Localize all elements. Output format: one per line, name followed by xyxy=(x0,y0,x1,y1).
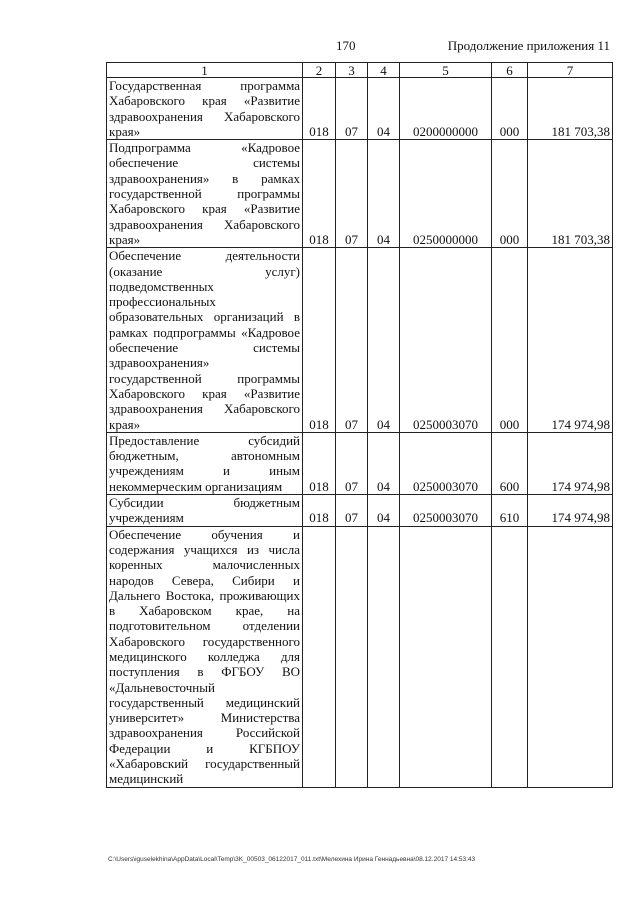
cell-amount xyxy=(528,526,613,787)
appendix-continuation: Продолжение приложения 11 xyxy=(447,38,610,53)
cell-target-item: 0250000000 xyxy=(400,140,492,248)
row-name: Государственная программа Хабаровского края «Развитие здравоохранения Хабаровского края» xyxy=(107,78,303,140)
cell-ministry: 018 xyxy=(303,248,336,433)
column-header: 5 xyxy=(400,63,492,78)
column-header: 6 xyxy=(492,63,528,78)
column-header: 2 xyxy=(303,63,336,78)
cell-target-item: 0250003070 xyxy=(400,248,492,433)
cell-amount: 174 974,98 xyxy=(528,495,613,527)
cell-subsection: 04 xyxy=(368,248,400,433)
table-row xyxy=(107,526,613,787)
cell-subsection: 04 xyxy=(368,495,400,527)
table-row xyxy=(107,432,613,494)
table-row xyxy=(107,78,613,140)
cell-subsection: 04 xyxy=(368,432,400,494)
cell-section xyxy=(336,526,368,787)
cell-expense-type: 610 xyxy=(492,495,528,527)
cell-section: 07 xyxy=(336,495,368,527)
cell-section: 07 xyxy=(336,140,368,248)
cell-expense-type: 000 xyxy=(492,140,528,248)
table-row xyxy=(107,248,613,433)
table-row xyxy=(107,140,613,248)
budget-table xyxy=(106,62,613,788)
cell-section: 07 xyxy=(336,432,368,494)
row-name: Обеспечение обучения и содержания учащихся из числа коренных малочисленных народов Севера, Сибири и Дальнего Востока, проживающих в Хабаровском крае, на подготовительном отделении Хабаровского государственного медицинского колледжа для поступления в ФГБОУ ВО «Дальневосточный государственный медицинский университет» Министерства здравоохранения Российской Федерации и КГБПОУ «Хабаровский государственный медицинский xyxy=(107,526,303,787)
cell-ministry: 018 xyxy=(303,495,336,527)
cell-expense-type: 000 xyxy=(492,78,528,140)
cell-amount: 174 974,98 xyxy=(528,432,613,494)
cell-subsection: 04 xyxy=(368,140,400,248)
cell-target-item: 0200000000 xyxy=(400,78,492,140)
cell-amount: 174 974,98 xyxy=(528,248,613,433)
table-header-row xyxy=(107,63,613,78)
cell-expense-type: 000 xyxy=(492,248,528,433)
cell-ministry xyxy=(303,526,336,787)
row-name: Обеспечение деятельности (оказание услуг) подведомственных профессиональных образовательных организаций в рамках подпрограммы «Кадровое обеспечение системы здравоохранения» государственной программы Хабаровского края «Развитие здравоохранения Хабаровского края» xyxy=(107,248,303,433)
row-name: Предоставление субсидий бюджетным, автономным учреждениям и иным некоммерческим организациям xyxy=(107,432,303,494)
page-header xyxy=(0,38,640,56)
cell-amount: 181 703,38 xyxy=(528,140,613,248)
cell-ministry: 018 xyxy=(303,140,336,248)
row-name: Субсидии бюджетным учреждениям xyxy=(107,495,303,527)
cell-ministry: 018 xyxy=(303,432,336,494)
cell-expense-type: 600 xyxy=(492,432,528,494)
cell-section: 07 xyxy=(336,78,368,140)
cell-expense-type xyxy=(492,526,528,787)
column-header: 7 xyxy=(528,63,613,78)
row-name: Подпрограмма «Кадровое обеспечение системы здравоохранения» в рамках государственной программы Хабаровского края «Развитие здравоохранения Хабаровского края» xyxy=(107,140,303,248)
cell-subsection xyxy=(368,526,400,787)
cell-amount: 181 703,38 xyxy=(528,78,613,140)
cell-target-item: 0250003070 xyxy=(400,495,492,527)
column-header: 3 xyxy=(336,63,368,78)
cell-target-item: 0250003070 xyxy=(400,432,492,494)
cell-target-item xyxy=(400,526,492,787)
cell-ministry: 018 xyxy=(303,78,336,140)
file-path-footer: C:\Users\iguselekhina\AppData\Local\Temp\3K_00503_06122017_011.txt\Мелехина Ирина Геннадьевна\08.12.2017 14:53:43 xyxy=(108,856,476,863)
cell-section: 07 xyxy=(336,248,368,433)
table-row xyxy=(107,495,613,527)
page-number: 170 xyxy=(336,38,356,53)
cell-subsection: 04 xyxy=(368,78,400,140)
column-header: 4 xyxy=(368,63,400,78)
column-header: 1 xyxy=(107,63,303,78)
